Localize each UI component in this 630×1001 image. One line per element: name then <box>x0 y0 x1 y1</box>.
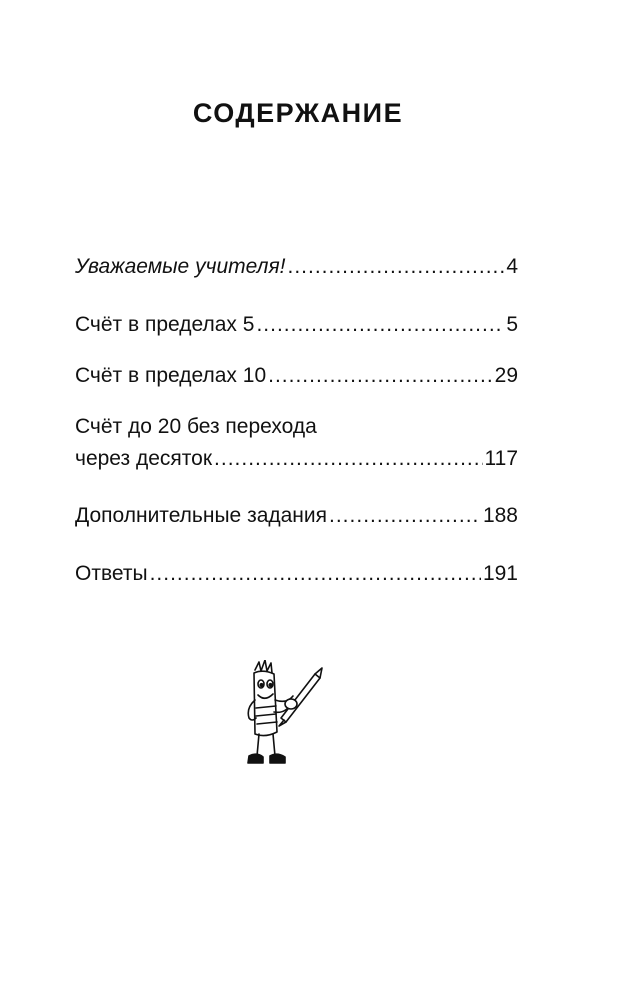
toc-entry-additional-tasks[interactable] <box>75 500 518 532</box>
toc-page-number: 191 <box>482 562 518 585</box>
toc-page-number: 117 <box>484 447 518 470</box>
toc-page-number: 5 <box>506 313 518 336</box>
toc-entry-count-to-20[interactable] <box>75 411 518 475</box>
toc-entry-count-to-10[interactable] <box>75 360 518 392</box>
toc-entry-label: Уважаемые учителя! <box>75 255 286 278</box>
dot-leader <box>256 309 504 341</box>
dot-leader <box>150 558 481 590</box>
toc-entry-label: Счёт в пределах 5 <box>75 313 255 336</box>
toc-entry-label: Дополнительные задания <box>75 504 328 527</box>
toc-entry-teachers[interactable] <box>75 251 518 283</box>
dot-leader <box>329 500 481 532</box>
toc-page-number: 29 <box>494 364 518 387</box>
toc-entry-label: Ответы <box>75 562 148 585</box>
toc-entry-label: Счёт в пределах 10 <box>75 364 267 387</box>
page-title: СОДЕРЖАНИЕ <box>192 98 404 128</box>
dot-leader <box>268 360 493 392</box>
toc-page-number: 4 <box>506 255 518 278</box>
toc-entry-answers[interactable] <box>75 558 518 590</box>
toc-entry-count-to-5[interactable] <box>75 309 518 341</box>
dot-leader <box>214 443 482 475</box>
toc-entry-label-line-2: через десяток <box>75 447 213 470</box>
pencil-mascot-icon <box>243 660 328 780</box>
toc-entry-label-line-1: Счёт до 20 без перехода <box>75 415 317 438</box>
toc-page-number: 188 <box>482 504 518 527</box>
dot-leader <box>288 251 505 283</box>
